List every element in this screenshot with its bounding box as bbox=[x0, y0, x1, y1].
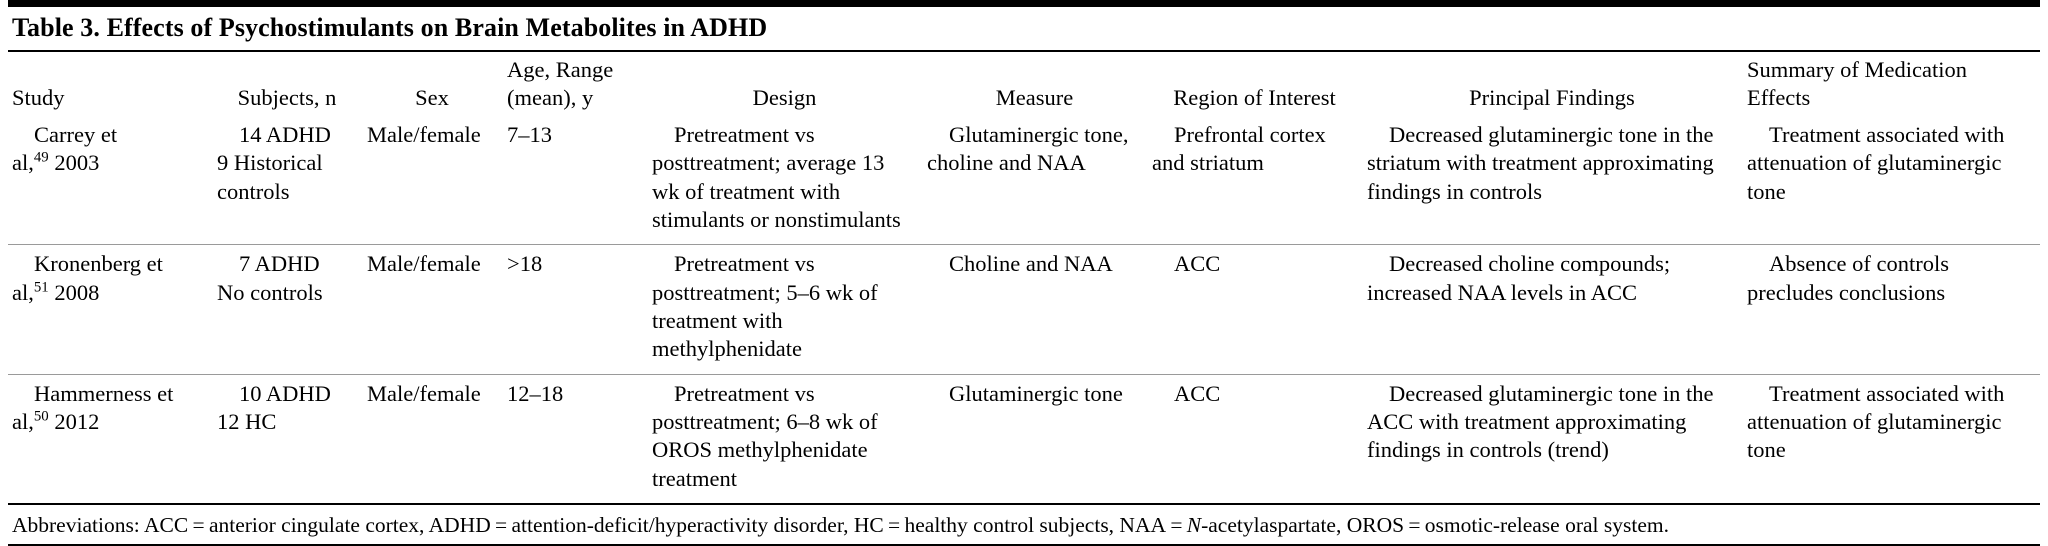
cell-study bbox=[8, 374, 213, 503]
cell-study bbox=[8, 245, 213, 374]
cell-study bbox=[8, 116, 213, 245]
table-row bbox=[8, 374, 2040, 503]
cell-sex: Male/female bbox=[363, 245, 503, 374]
design-value: Pretreatment vs posttreatment; 6–8 wk of OROS methylphenidate treatment bbox=[652, 380, 878, 491]
cell-measure bbox=[923, 116, 1148, 245]
cell-measure bbox=[923, 374, 1148, 503]
column-header-age: Age, Range (mean), y bbox=[507, 57, 614, 110]
table-title: Table 3. Effects of Psychostimulants on Brain Metabolites in ADHD bbox=[12, 13, 768, 42]
footnote-label: Abbreviations: bbox=[12, 513, 140, 538]
cell-age: >18 bbox=[503, 245, 648, 374]
cell-findings bbox=[1363, 374, 1743, 503]
cell-sex: Male/female bbox=[363, 374, 503, 503]
column-header-sex: Sex bbox=[415, 84, 449, 110]
column-header-measure: Measure bbox=[995, 84, 1074, 110]
study-reference: 49 bbox=[33, 149, 49, 166]
column-header-subjects: Subjects, n bbox=[237, 84, 337, 110]
cell-findings bbox=[1363, 116, 1743, 245]
measure-value: Glutaminergic tone bbox=[949, 380, 1123, 406]
findings-value: Decreased choline compounds; increased NAA levels in ACC bbox=[1367, 251, 1671, 305]
table-body bbox=[8, 116, 2040, 503]
region-value: ACC bbox=[1174, 251, 1221, 277]
cell-summary bbox=[1743, 374, 2040, 503]
subjects-value: 7 ADHD No controls bbox=[217, 251, 323, 305]
region-value: Prefrontal cortex and striatum bbox=[1152, 121, 1326, 176]
summary-value: Absence of controls precludes conclusions bbox=[1747, 251, 1949, 305]
design-value: Pretreatment vs posttreatment; 5–6 wk of treatment with methylphenidate bbox=[652, 251, 878, 362]
cell-summary bbox=[1743, 116, 2040, 245]
cell-age: 7–13 bbox=[507, 121, 552, 147]
cell-summary bbox=[1743, 245, 2040, 374]
column-header-study: Study bbox=[12, 84, 65, 110]
subjects-value: 14 ADHD 9 Historical controls bbox=[217, 121, 331, 204]
cell-region bbox=[1148, 245, 1363, 374]
footnote-text: ACC = anterior cingulate cortex, ADHD = attention-deficit/hyperactivity disorder, HC = healthy control subjects, NAA = N-acetylaspartate, OROS = osmotic-release oral system. bbox=[144, 513, 1669, 538]
table-row bbox=[8, 116, 2040, 245]
cell-age: 12–18 bbox=[503, 374, 648, 503]
study-name: Carrey et al, bbox=[12, 121, 118, 176]
study-reference: 51 bbox=[33, 279, 49, 296]
cell-subjects bbox=[213, 245, 363, 374]
study-name: Hammerness et al, bbox=[12, 380, 174, 435]
data-table bbox=[8, 52, 2040, 503]
cell-subjects bbox=[213, 374, 363, 503]
cell-subjects bbox=[213, 116, 363, 245]
cell-sex: Male/female bbox=[367, 121, 481, 147]
column-header-design: Design bbox=[752, 84, 817, 110]
region-value: ACC bbox=[1174, 380, 1221, 406]
cell-findings bbox=[1363, 245, 1743, 374]
study-year: 2003 bbox=[54, 150, 100, 176]
cell-design bbox=[648, 116, 923, 245]
subjects-value: 10 ADHD 12 HC bbox=[217, 380, 331, 435]
cell-design bbox=[648, 374, 923, 503]
header-row bbox=[8, 52, 2040, 116]
table-header bbox=[8, 52, 2040, 116]
column-header-region: Region of Interest bbox=[1173, 84, 1336, 110]
cell-measure bbox=[923, 245, 1148, 374]
study-year: 2012 bbox=[54, 409, 100, 435]
cell-region bbox=[1148, 116, 1363, 245]
findings-value: Decreased glutaminergic tone in the ACC with treatment approximating findings in controls (trend) bbox=[1367, 380, 1714, 463]
table-footnote bbox=[8, 505, 2040, 544]
table-row bbox=[8, 245, 2040, 374]
study-reference: 50 bbox=[33, 408, 49, 425]
table-top-rule bbox=[8, 0, 2040, 7]
measure-value: Choline and NAA bbox=[949, 251, 1113, 277]
summary-value: Treatment associated with attenuation of glutaminergic tone bbox=[1747, 121, 2005, 204]
study-year: 2008 bbox=[54, 279, 100, 305]
column-header-findings: Principal Findings bbox=[1469, 84, 1635, 110]
findings-value: Decreased glutaminergic tone in the striatum with treatment approximating findings in controls bbox=[1367, 121, 1714, 204]
column-header-summary: Summary of Medication Effects bbox=[1747, 57, 1967, 110]
cell-design bbox=[648, 245, 923, 374]
measure-value: Glutaminergic tone, choline and NAA bbox=[927, 121, 1129, 176]
study-name: Kronenberg et al, bbox=[12, 251, 163, 305]
design-value: Pretreatment vs posttreatment; average 13 wk of treatment with stimulants or nonstimulants bbox=[652, 121, 901, 232]
summary-value: Treatment associated with attenuation of glutaminergic tone bbox=[1747, 380, 2005, 463]
cell-region bbox=[1148, 374, 1363, 503]
